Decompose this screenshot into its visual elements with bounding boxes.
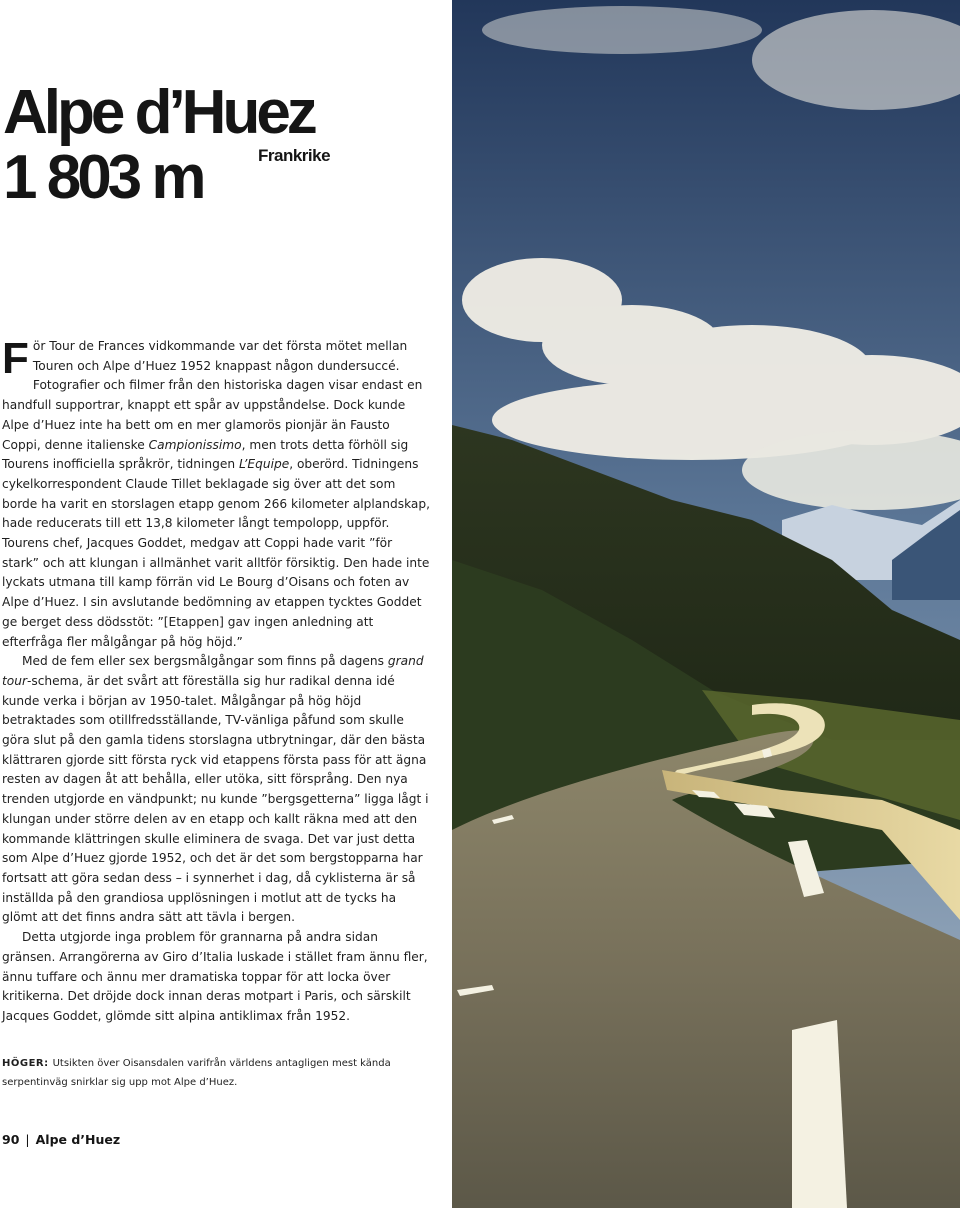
paragraph-1-text: ör Tour de Frances vidkommande var det första mötet mellan Touren och Alpe d’Huez 1952 knappast någon dundersuccé. Fotografier och filmer från den historiska dagen visar endast en handfull supportrar, knappt ett spår av uppståndelse. Dock kunde Alpe d’Huez inte ha bett om en mer glamorös pionjär än Fausto Coppi, denne italienske xyxy=(2,339,423,452)
caption-label: HÖGER: xyxy=(2,1058,49,1069)
paragraph-1 xyxy=(2,334,431,652)
newspaper-name: L’Equipe xyxy=(238,457,290,472)
page-number: 90 xyxy=(2,1132,20,1147)
page-title: Alpe d’Huez xyxy=(3,78,314,147)
paragraph-2 xyxy=(2,652,430,928)
paragraph-1-text-3: , oberörd. Tidningens cykelkorrespondent Claude Tillet beklagade sig över att det som borde ha varit en storslagen etapp genom 266 kilometer alplandskap, hade reducerats till ett 13,8 kilometer långt tempolopp, uppför. Tourens chef, Jacques Goddet, medgav att Coppi hade varit ”för stark” och att klungan i allmänhet varit alltför försiktig. Den hade inte lyckats utmana till kamp förrän vid Le Bourg d’Oisans och foten av Alpe d’Huez. I sin avslutande bedömning av etappen tycktes Goddet ge berget dess dödsstöt: ”[Etappen] gav ingen anledning att efterfråga fler målgångar på hög höjd.” xyxy=(2,457,431,649)
caption-text: Utsikten över Oisansdalen varifrån världens antagligen mest kända serpentinväg snirklar sig upp mot Alpe d’Huez. xyxy=(2,1058,391,1088)
footer-separator: | xyxy=(25,1132,30,1147)
country-label: Frankrike xyxy=(258,146,331,165)
paragraph-1-text-2: , men trots detta förhöll sig Tourens inofficiella språkrör, tidningen xyxy=(2,437,409,472)
page-footer xyxy=(2,1132,120,1147)
alpe-dhuez-road-photo xyxy=(452,0,960,1208)
paragraph-2-emphasis: grand tour xyxy=(2,654,424,688)
paragraph-3: Detta utgjorde inga problem för grannarna på andra sidan gränsen. Arrangörerna av Giro d’Italia luskade i stället fram ännu fler, ännu tuffare och ännu mer dramatiska toppar för att locka över kritikerna. Det dröjde dock innan deras motpart i Paris, och särskilt Jacques Goddet, glömde sitt alpina antiklimax från 1952. xyxy=(2,930,428,1023)
footer-section: Alpe d’Huez xyxy=(35,1132,121,1147)
paragraph-2-text-2: -schema, är det svårt att föreställa sig hur radikal denna idé kunde verka i början av 1950-talet. Målgångar på hög höjd betraktades som otillfredsställande, TV-vänliga påfund som skulle göra slut på den gamla tidens storslagna utbrytningar, där den bästa klättraren gjorde sitt första ryck vid etappens första pass för att ägna resten av dagen åt att behålla, eller utöka, sitt försprång. Den nya trenden utgjorde en vändpunkt; nu kunde ”bergsgetterna” ligga lågt i klungan under större delen av en etapp och kallt räkna med att den kommande klättringen skulle eliminera de svaga. Det var just detta som Alpe d’Huez gjorde 1952, och det är det som bergstopparna har fortsatt att göra sedan dess – i synnerhet i dag, då cyklisterna är så inställda på den grandiosa upplösningen i motlut att de tycks ha glömt att det finns andra sätt att tävla i bergen. xyxy=(2,673,429,925)
photo-caption xyxy=(2,1054,432,1092)
article-body xyxy=(2,334,431,1027)
paragraph-2-text: Med de fem eller sex bergsmålgångar som finns på dagens xyxy=(22,654,388,669)
drop-cap: F xyxy=(2,334,29,383)
altitude-heading: 1 803 m xyxy=(3,143,203,212)
paragraph-1-emphasis: Campionissimo xyxy=(148,437,242,452)
